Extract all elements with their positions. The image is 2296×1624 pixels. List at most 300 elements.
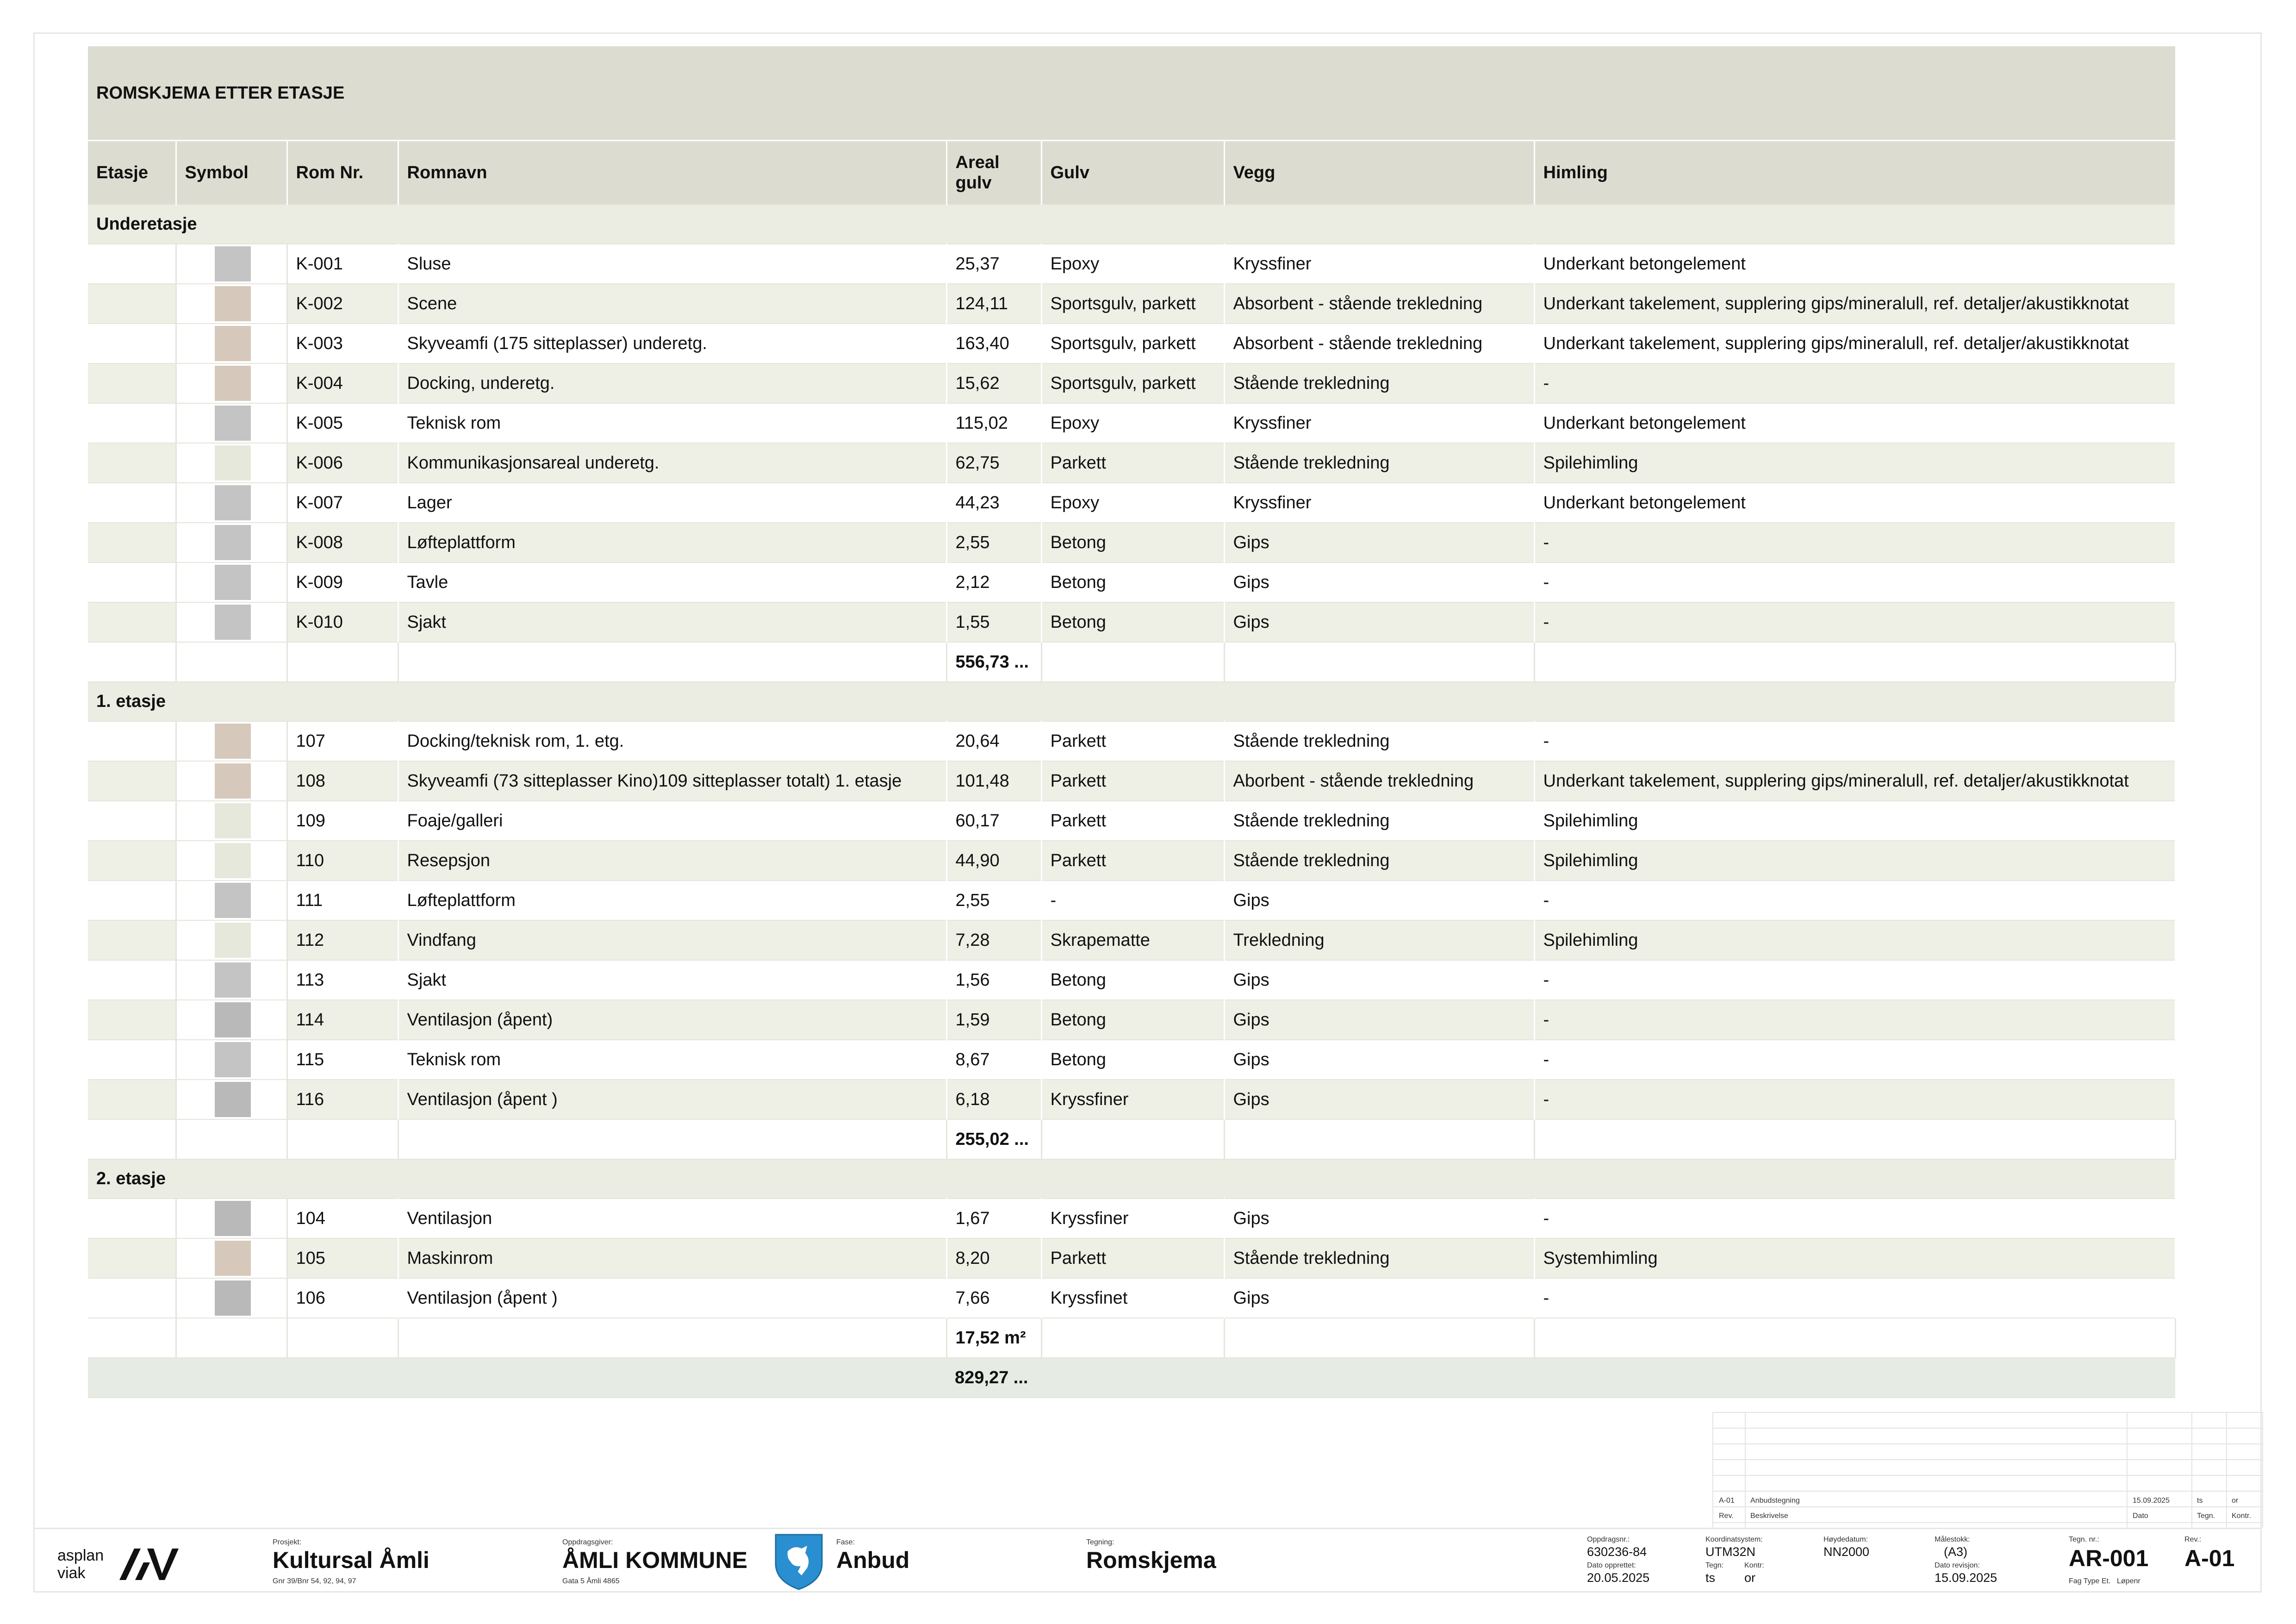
cell-romnr: K-002 <box>287 284 398 324</box>
cell-areal: 2,55 <box>946 523 1041 562</box>
table-row <box>88 443 2175 483</box>
cell-symbol <box>176 881 287 920</box>
subtotal-row <box>88 1318 2175 1358</box>
cell-himling: - <box>1534 363 2175 403</box>
room-color-swatch <box>215 525 251 560</box>
table-row <box>88 960 2175 1000</box>
table-row <box>88 801 2175 841</box>
subtotal-empty <box>398 1119 946 1159</box>
cell-areal: 2,12 <box>946 562 1041 602</box>
table-row <box>88 1000 2175 1040</box>
cell-etasje <box>88 1080 176 1119</box>
cell-etasje <box>88 324 176 363</box>
cell-romnr: 109 <box>287 801 398 841</box>
grand-total-empty <box>1534 1358 2175 1398</box>
cell-himling: - <box>1534 602 2175 642</box>
grand-total-empty <box>287 1358 398 1398</box>
cell-vegg: Kryssfiner <box>1224 483 1534 523</box>
cell-romnr: 116 <box>287 1080 398 1119</box>
cell-vegg: Gips <box>1224 881 1534 920</box>
rev-entry-date: 15.09.2025 <box>2133 1497 2170 1505</box>
room-color-swatch <box>215 724 251 759</box>
cell-areal: 25,37 <box>946 244 1041 284</box>
cell-vegg: Stående trekledning <box>1224 801 1534 841</box>
cell-symbol <box>176 403 287 443</box>
cell-romnr: K-004 <box>287 363 398 403</box>
cell-areal: 8,67 <box>946 1040 1041 1080</box>
cell-himling: Underkant betongelement <box>1534 244 2175 284</box>
cell-areal: 44,23 <box>946 483 1041 523</box>
cell-himling: Spilehimling <box>1534 443 2175 483</box>
cell-romnavn: Skyveamfi (73 sitteplasser Kino)109 sitteplasser totalt) 1. etasje <box>398 761 946 801</box>
subtotal-empty <box>1224 1318 1534 1358</box>
cell-areal: 8,20 <box>946 1238 1041 1278</box>
subtotal-empty <box>88 1119 176 1159</box>
col-header-romnavn: Romnavn <box>398 141 946 205</box>
cell-romnr: 106 <box>287 1278 398 1318</box>
cell-romnavn: Docking, underetg. <box>398 363 946 403</box>
cell-vegg: Gips <box>1224 960 1534 1000</box>
cell-romnavn: Docking/teknisk rom, 1. etg. <box>398 721 946 761</box>
cell-gulv: Betong <box>1041 562 1224 602</box>
koordinatsystem-value: UTM32N <box>1705 1545 1756 1559</box>
cell-gulv: Epoxy <box>1041 244 1224 284</box>
room-color-swatch <box>215 485 251 520</box>
table-row <box>88 1199 2175 1238</box>
cell-etasje <box>88 562 176 602</box>
table-row <box>88 881 2175 920</box>
header-row <box>88 141 2175 205</box>
cell-himling: - <box>1534 721 2175 761</box>
table-row <box>88 324 2175 363</box>
cell-gulv: Kryssfiner <box>1041 1080 1224 1119</box>
col-header-symbol: Symbol <box>176 141 287 205</box>
cell-gulv: Skrapematte <box>1041 920 1224 960</box>
room-color-swatch <box>215 605 251 640</box>
dato-revisjon-label: Dato revisjon: <box>1935 1562 1980 1569</box>
cell-symbol <box>176 483 287 523</box>
cell-himling: - <box>1534 1040 2175 1080</box>
room-color-swatch <box>215 803 251 838</box>
table-row <box>88 483 2175 523</box>
rev-entry-checked: or <box>2232 1497 2239 1505</box>
cell-romnavn: Sjakt <box>398 960 946 1000</box>
schedule-body <box>88 205 2175 1398</box>
subtotal-empty <box>1041 642 1224 682</box>
cell-vegg: Gips <box>1224 523 1534 562</box>
col-header-vegg: Vegg <box>1224 141 1534 205</box>
cell-vegg: Gips <box>1224 1199 1534 1238</box>
cell-symbol <box>176 920 287 960</box>
cell-gulv: Kryssfiner <box>1041 1199 1224 1238</box>
subtotal-empty <box>398 642 946 682</box>
cell-areal: 1,59 <box>946 1000 1041 1040</box>
cell-etasje <box>88 1278 176 1318</box>
cell-etasje <box>88 960 176 1000</box>
cell-symbol <box>176 523 287 562</box>
subtotal-empty <box>176 1119 287 1159</box>
lopenr-label: Løpenr <box>2117 1577 2140 1585</box>
table-row <box>88 1278 2175 1318</box>
cell-gulv: Betong <box>1041 1040 1224 1080</box>
tegn-value: ts <box>1705 1571 1716 1585</box>
cell-himling: Spilehimling <box>1534 920 2175 960</box>
cell-himling: - <box>1534 1278 2175 1318</box>
cell-himling: Underkant betongelement <box>1534 403 2175 443</box>
kontr-value: or <box>1744 1571 1756 1585</box>
col-header-romnr: Rom Nr. <box>287 141 398 205</box>
grand-total-empty <box>1224 1358 1534 1398</box>
cell-etasje <box>88 244 176 284</box>
schedule-title: ROMSKJEMA ETTER ETASJE <box>88 46 2175 141</box>
table-row <box>88 284 2175 324</box>
cell-himling: Spilehimling <box>1534 841 2175 881</box>
areal-line1: Areal <box>955 153 1000 172</box>
fase-label: Fase: <box>836 1538 855 1546</box>
cell-romnavn: Ventilasjon (åpent) <box>398 1000 946 1040</box>
table-row <box>88 1040 2175 1080</box>
group-name: 2. etasje <box>88 1159 2175 1199</box>
cell-romnavn: Tavle <box>398 562 946 602</box>
cell-vegg: Gips <box>1224 562 1534 602</box>
cell-vegg: Gips <box>1224 1040 1534 1080</box>
fag-type-label: Fag Type Et. <box>2069 1577 2111 1585</box>
cell-romnavn: Ventilasjon (åpent ) <box>398 1080 946 1119</box>
tegning-label: Tegning: <box>1086 1538 1114 1546</box>
side-filepath-note <box>2253 833 2262 1389</box>
cell-romnavn: Sjakt <box>398 602 946 642</box>
cell-romnr: K-009 <box>287 562 398 602</box>
tegning-value: Romskjema <box>1086 1547 1216 1573</box>
subtotal-empty <box>1534 1119 2175 1159</box>
fase-value: Anbud <box>836 1547 910 1573</box>
room-color-swatch <box>215 1241 251 1276</box>
title-block <box>33 1528 2262 1594</box>
oppdragsgiver-value: ÅMLI KOMMUNE <box>562 1547 747 1573</box>
room-color-swatch <box>215 763 251 799</box>
col-header-himling: Himling <box>1534 141 2175 205</box>
cell-romnavn: Resepsjon <box>398 841 946 881</box>
cell-romnr: 107 <box>287 721 398 761</box>
subtotal-value: 255,02 ... <box>946 1119 1041 1159</box>
cell-gulv: Parkett <box>1041 841 1224 881</box>
subtotal-empty <box>176 1318 287 1358</box>
cell-romnr: 105 <box>287 1238 398 1278</box>
cell-etasje <box>88 841 176 881</box>
table-row <box>88 841 2175 881</box>
cell-vegg: Gips <box>1224 1080 1534 1119</box>
cell-romnavn: Lager <box>398 483 946 523</box>
cell-himling: - <box>1534 562 2175 602</box>
grand-total-empty <box>398 1358 946 1398</box>
room-color-swatch <box>215 246 251 281</box>
cell-symbol <box>176 960 287 1000</box>
cell-romnavn: Skyveamfi (175 sitteplasser) underetg. <box>398 324 946 363</box>
cell-areal: 101,48 <box>946 761 1041 801</box>
cell-areal: 15,62 <box>946 363 1041 403</box>
cell-gulv: Parkett <box>1041 801 1224 841</box>
cell-himling: Systemhimling <box>1534 1238 2175 1278</box>
cell-vegg: Stående trekledning <box>1224 363 1534 403</box>
table-row <box>88 363 2175 403</box>
oppdragsgiver-sub: Gata 5 Åmli 4865 <box>562 1577 620 1585</box>
oppdragsnr-label: Oppdragsnr.: <box>1587 1536 1630 1543</box>
table-row <box>88 761 2175 801</box>
cell-himling: - <box>1534 881 2175 920</box>
cell-vegg: Absorbent - stående trekledning <box>1224 324 1534 363</box>
table-row <box>88 244 2175 284</box>
cell-romnr: 110 <box>287 841 398 881</box>
grand-total-row <box>88 1358 2175 1398</box>
cell-himling: Underkant takelement, supplering gips/mineralull, ref. detaljer/akustikknotat <box>1534 761 2175 801</box>
group-row <box>88 682 2175 721</box>
room-color-swatch <box>215 406 251 441</box>
kontr-label: Kontr: <box>1744 1562 1764 1569</box>
subtotal-empty <box>1041 1318 1224 1358</box>
room-schedule <box>88 46 2175 1398</box>
cell-himling: Spilehimling <box>1534 801 2175 841</box>
cell-areal: 2,55 <box>946 881 1041 920</box>
dato-opprettet-label: Dato opprettet: <box>1587 1562 1636 1569</box>
subtotal-empty <box>88 1318 176 1358</box>
cell-areal: 6,18 <box>946 1080 1041 1119</box>
room-color-swatch <box>215 1002 251 1037</box>
cell-vegg: Kryssfiner <box>1224 403 1534 443</box>
cell-etasje <box>88 1040 176 1080</box>
cell-gulv: Betong <box>1041 602 1224 642</box>
cell-etasje <box>88 801 176 841</box>
dato-opprettet-value: 20.05.2025 <box>1587 1571 1650 1585</box>
oppdragsgiver-label: Oppdragsgiver: <box>562 1538 613 1546</box>
cell-gulv: Sportsgulv, parkett <box>1041 284 1224 324</box>
cell-symbol <box>176 363 287 403</box>
tegn-nr-value: AR-001 <box>2069 1545 2149 1571</box>
room-color-swatch <box>215 286 251 321</box>
cell-symbol <box>176 244 287 284</box>
cell-romnr: K-008 <box>287 523 398 562</box>
subtotal-empty <box>1534 642 2175 682</box>
cell-romnavn: Ventilasjon (åpent ) <box>398 1278 946 1318</box>
cell-vegg: Stående trekledning <box>1224 721 1534 761</box>
cell-areal: 124,11 <box>946 284 1041 324</box>
subtotal-empty <box>287 1119 398 1159</box>
cell-himling: - <box>1534 523 2175 562</box>
col-header-areal <box>946 141 1041 205</box>
cell-symbol <box>176 562 287 602</box>
cell-romnr: K-003 <box>287 324 398 363</box>
room-color-swatch <box>215 883 251 918</box>
prosjekt-label: Prosjekt: <box>273 1538 302 1546</box>
cell-romnavn: Løfteplattform <box>398 881 946 920</box>
cell-vegg: Stående trekledning <box>1224 443 1534 483</box>
subtotal-empty <box>1041 1119 1224 1159</box>
cell-etasje <box>88 1199 176 1238</box>
cell-vegg: Stående trekledning <box>1224 841 1534 881</box>
rev-entry-desc: Anbudstegning <box>1750 1497 1800 1505</box>
prosjekt-sub: Gnr 39/Bnr 54, 92, 94, 97 <box>273 1577 356 1585</box>
room-color-swatch <box>215 326 251 361</box>
subtotal-empty <box>88 642 176 682</box>
cell-etasje <box>88 920 176 960</box>
subtotal-empty <box>398 1318 946 1358</box>
cell-gulv: Kryssfinet <box>1041 1278 1224 1318</box>
cell-gulv: Parkett <box>1041 443 1224 483</box>
cell-romnr: 112 <box>287 920 398 960</box>
cell-romnr: 104 <box>287 1199 398 1238</box>
table-row <box>88 523 2175 562</box>
rev-head-drawn: Tegn. <box>2197 1512 2215 1520</box>
cell-romnr: K-007 <box>287 483 398 523</box>
group-row <box>88 205 2175 244</box>
room-color-swatch <box>215 445 251 481</box>
rev-head-checked: Kontr. <box>2232 1512 2251 1520</box>
cell-etasje <box>88 443 176 483</box>
cell-romnavn: Maskinrom <box>398 1238 946 1278</box>
company-logo-icon <box>117 1546 181 1583</box>
cell-symbol <box>176 1278 287 1318</box>
cell-vegg: Stående trekledning <box>1224 1238 1534 1278</box>
municipal-crest-icon <box>774 1533 824 1591</box>
cell-vegg: Gips <box>1224 1278 1534 1318</box>
rev-value: A-01 <box>2184 1545 2235 1571</box>
cell-gulv: Betong <box>1041 960 1224 1000</box>
col-header-etasje: Etasje <box>88 141 176 205</box>
rev-head-date: Dato <box>2133 1512 2148 1520</box>
room-color-swatch <box>215 1201 251 1236</box>
cell-etasje <box>88 1238 176 1278</box>
cell-etasje <box>88 523 176 562</box>
subtotal-empty <box>1224 642 1534 682</box>
grand-total-empty <box>176 1358 287 1398</box>
cell-himling: Underkant betongelement <box>1534 483 2175 523</box>
subtotal-row <box>88 1119 2175 1159</box>
room-color-swatch <box>215 1082 251 1117</box>
cell-romnavn: Scene <box>398 284 946 324</box>
rev-entry-drawn: ts <box>2197 1497 2203 1505</box>
cell-symbol <box>176 1238 287 1278</box>
cell-himling: - <box>1534 1000 2175 1040</box>
cell-vegg: Trekledning <box>1224 920 1534 960</box>
col-header-gulv: Gulv <box>1041 141 1224 205</box>
cell-gulv: Sportsgulv, parkett <box>1041 324 1224 363</box>
table-row <box>88 403 2175 443</box>
cell-himling: - <box>1534 1080 2175 1119</box>
cell-symbol <box>176 1080 287 1119</box>
logo-line2: viak <box>57 1564 86 1582</box>
cell-romnavn: Sluse <box>398 244 946 284</box>
cell-areal: 60,17 <box>946 801 1041 841</box>
malestokk-label: Målestokk: <box>1935 1536 1970 1543</box>
subtotal-empty <box>176 642 287 682</box>
subtotal-value: 556,73 ... <box>946 642 1041 682</box>
areal-line2: gulv <box>955 173 992 193</box>
cell-himling: Underkant takelement, supplering gips/mineralull, ref. detaljer/akustikknotat <box>1534 284 2175 324</box>
cell-gulv: Parkett <box>1041 761 1224 801</box>
cell-romnavn: Teknisk rom <box>398 403 946 443</box>
hoydedatum-value: NN2000 <box>1823 1545 1870 1559</box>
cell-symbol <box>176 761 287 801</box>
cell-romnr: K-001 <box>287 244 398 284</box>
cell-symbol <box>176 1040 287 1080</box>
cell-romnavn: Løfteplattform <box>398 523 946 562</box>
rev-head-desc: Beskrivelse <box>1750 1512 1788 1520</box>
table-row <box>88 920 2175 960</box>
grand-total-value: 829,27 ... <box>946 1358 1041 1398</box>
cell-etasje <box>88 602 176 642</box>
cell-vegg: Absorbent - stående trekledning <box>1224 284 1534 324</box>
subtotal-empty <box>287 642 398 682</box>
cell-romnr: 113 <box>287 960 398 1000</box>
cell-romnr: 115 <box>287 1040 398 1080</box>
cell-romnr: K-010 <box>287 602 398 642</box>
grand-total-empty <box>88 1358 176 1398</box>
cell-areal: 163,40 <box>946 324 1041 363</box>
tegn-label: Tegn: <box>1705 1562 1724 1569</box>
cell-symbol <box>176 841 287 881</box>
cell-areal: 62,75 <box>946 443 1041 483</box>
room-color-swatch <box>215 1042 251 1077</box>
schedule-table <box>88 141 2176 1398</box>
table-row <box>88 602 2175 642</box>
company-logo-text <box>57 1547 104 1582</box>
cell-etasje <box>88 363 176 403</box>
cell-gulv: Epoxy <box>1041 403 1224 443</box>
rev-entry-rev: A-01 <box>1719 1497 1735 1505</box>
cell-romnavn: Foaje/galleri <box>398 801 946 841</box>
cell-romnavn: Ventilasjon <box>398 1199 946 1238</box>
grand-total-empty <box>1041 1358 1224 1398</box>
cell-gulv: Parkett <box>1041 721 1224 761</box>
cell-symbol <box>176 801 287 841</box>
cell-etasje <box>88 284 176 324</box>
cell-gulv: Epoxy <box>1041 483 1224 523</box>
cell-symbol <box>176 443 287 483</box>
cell-symbol <box>176 1199 287 1238</box>
group-name: Underetasje <box>88 205 2175 244</box>
rev-label: Rev.: <box>2184 1536 2202 1543</box>
dato-revisjon-value: 15.09.2025 <box>1935 1571 1997 1585</box>
cell-gulv: Betong <box>1041 1000 1224 1040</box>
cell-symbol <box>176 324 287 363</box>
table-row <box>88 721 2175 761</box>
table-row <box>88 1238 2175 1278</box>
cell-areal: 1,67 <box>946 1199 1041 1238</box>
koordinatsystem-label: Koordinatsystem: <box>1705 1536 1763 1543</box>
group-name: 1. etasje <box>88 682 2175 721</box>
cell-symbol <box>176 1000 287 1040</box>
cell-areal: 7,28 <box>946 920 1041 960</box>
tegn-nr-label: Tegn. nr.: <box>2069 1536 2099 1543</box>
rev-head-rev: Rev. <box>1719 1512 1734 1520</box>
cell-areal: 1,55 <box>946 602 1041 642</box>
room-color-swatch <box>215 962 251 998</box>
subtotal-empty <box>287 1318 398 1358</box>
revision-block <box>1712 1412 2263 1528</box>
cell-vegg: Gips <box>1224 602 1534 642</box>
cell-symbol <box>176 721 287 761</box>
cell-etasje <box>88 403 176 443</box>
room-color-swatch <box>215 843 251 878</box>
subtotal-row <box>88 642 2175 682</box>
cell-gulv: - <box>1041 881 1224 920</box>
hoydedatum-label: Høydedatum: <box>1823 1536 1868 1543</box>
cell-himling: - <box>1534 960 2175 1000</box>
cell-etasje <box>88 1000 176 1040</box>
cell-etasje <box>88 761 176 801</box>
cell-gulv: Parkett <box>1041 1238 1224 1278</box>
cell-gulv: Sportsgulv, parkett <box>1041 363 1224 403</box>
oppdragsnr-value: 630236-84 <box>1587 1545 1647 1559</box>
